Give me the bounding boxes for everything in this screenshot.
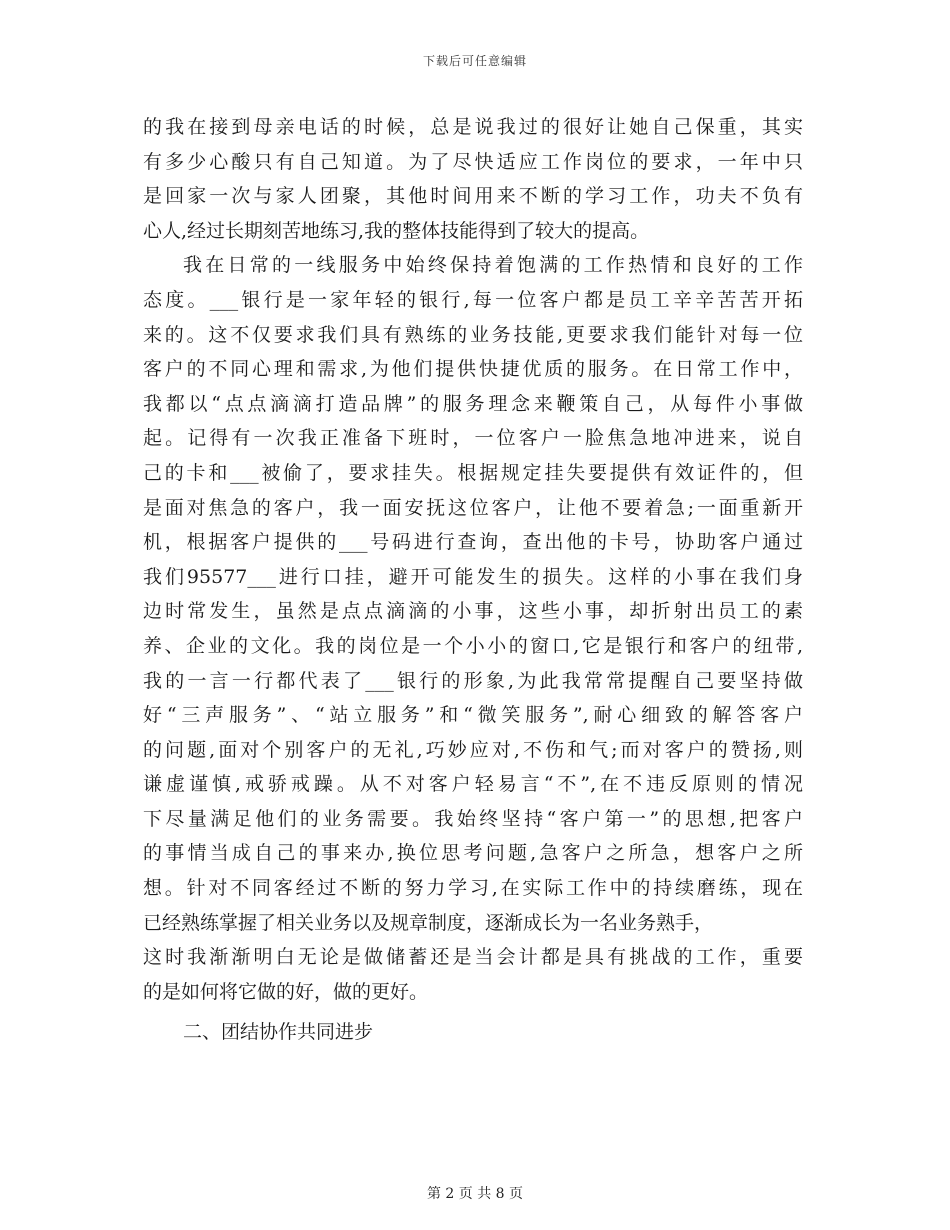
text-line: 态度。___银行是一家年轻的银行,每一位客户都是员工辛辛苦苦开拓 [143,288,803,311]
text-line: 的我在接到母亲电话的时候，总是说我过的很好让她自己保重，其实 [143,116,803,138]
text-line: 客户的不同心理和需求,为他们提供快捷优质的服务。在日常工作中， [143,358,803,381]
text-line: 谦虚谨慎,戒骄戒躁。从不对客户轻易言“不”,在不违反原则的情况 [143,773,803,796]
text-line: 好“三声服务”、“站立服务”和“微笑服务”,耐心细致的解答客户 [143,704,803,727]
text-line: 我的一言一行都代表了___银行的形象,为此我常常提醒自己要坚持做 [143,669,803,692]
paragraph [143,248,803,1009]
text-line: 的是如何将它做的好，做的更好。 [143,980,429,1003]
text-line: 是回家一次与家人团聚，其他时间用来不断的学习工作，功夫不负有 [143,185,803,208]
text-line: 是面对焦急的客户，我一面安抚这位客户，让他不要着急;一面重新开 [143,496,803,519]
text-line: 我都以“点点滴滴打造品牌”的服务理念来鞭策自己，从每件小事做 [143,392,803,415]
text-line: 机，根据客户提供的___号码进行查询，查出他的卡号，协助客户通过 [143,531,803,554]
text-line: 这时我渐渐明白无论是做储蓄还是当会计都是具有挑战的工作，重要 [143,946,803,969]
text-line: 有多少心酸只有自己知道。为了尽快适应工作岗位的要求，一年中只 [143,150,803,173]
paragraph [143,110,803,248]
page-header: 下载后可任意编辑 [422,54,527,68]
page-number: 第 2 页 共 8 页 [426,1186,524,1202]
text-line: 来的。这不仅要求我们具有熟练的业务技能,更要求我们能针对每一位 [143,323,803,346]
text-line: 己的卡和___被偷了，要求挂失。根据规定挂失要提供有效证件的，但 [143,461,803,484]
section-heading: 二、团结协作共同进步 [183,1021,374,1044]
text-line: 养、企业的文化。我的岗位是一个小小的窗口,它是银行和客户的纽带, [143,634,803,657]
text-line: 想。针对不同客经过不断的努力学习,在实际工作中的持续磨练，现在 [143,877,803,900]
text-line: 已经熟练掌握了相关业务以及规章制度，逐渐成长为一名业务熟手， [143,911,714,934]
text-line: 的问题,面对个别客户的无礼,巧妙应对,不伤和气;而对客户的赞扬,则 [143,738,803,761]
text-line: 边时常发生，虽然是点点滴滴的小事，这些小事，却折射出员工的素 [143,600,803,623]
text-line: 下尽量满足他们的业务需要。我始终坚持“客户第一”的思想,把客户 [143,807,803,830]
text-line: 的事情当成自己的事来办,换位思考问题,急客户之所急，想客户之所 [143,842,803,865]
text-line: 起。记得有一次我正准备下班时，一位客户一脸焦急地冲进来，说自 [143,427,803,450]
text-line: 心人,经过长期刻苦地练习,我的整体技能得到了较大的提高。 [143,219,650,242]
text-line: 我在日常的一线服务中始终保持着饱满的工作热情和良好的工作 [183,254,803,277]
document-body [143,110,803,1050]
text-line: 我们95577___进行口挂，避开可能发生的损失。这样的小事在我们身 [143,565,803,588]
